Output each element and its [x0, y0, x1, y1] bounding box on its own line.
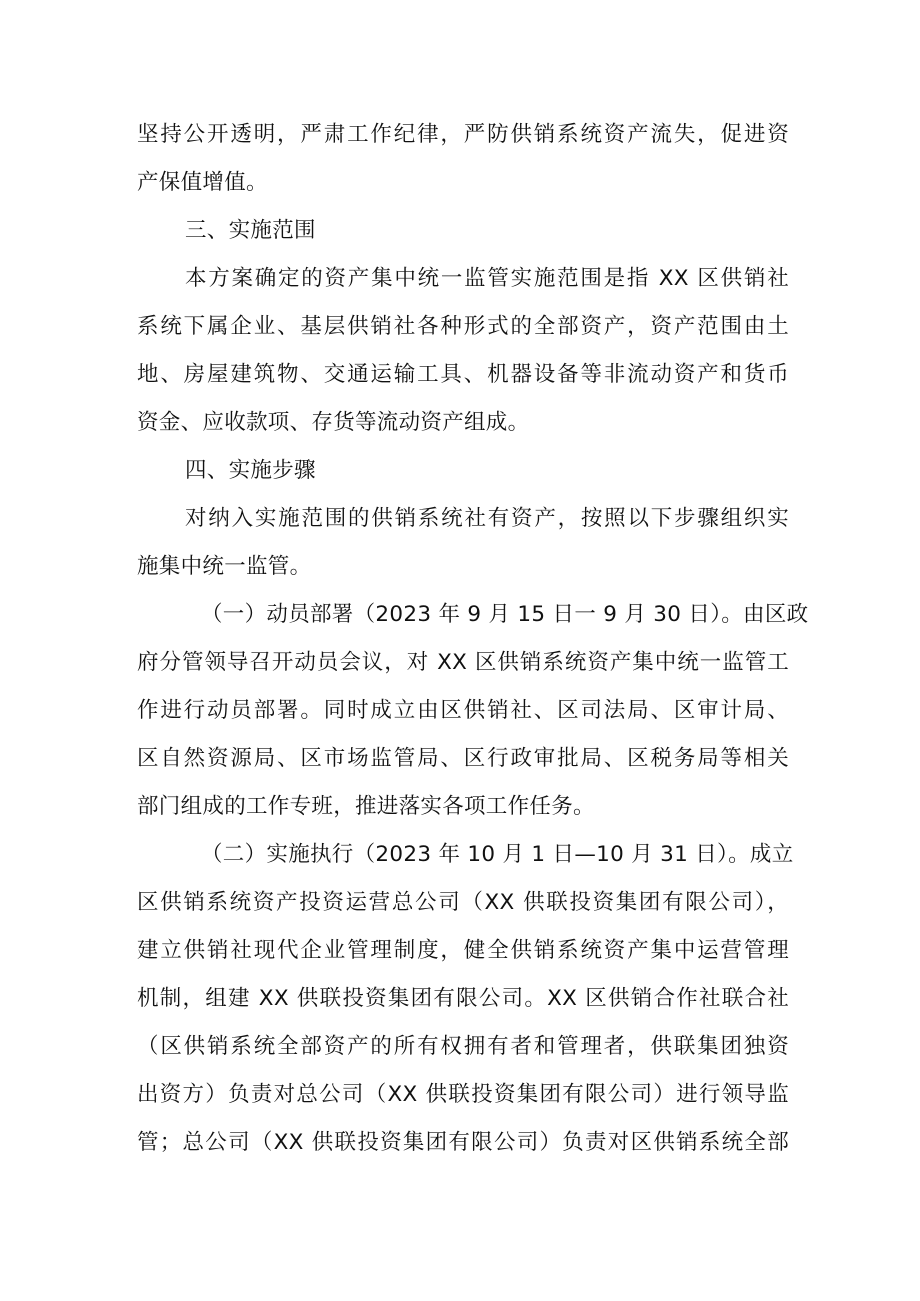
text-line: 施集中统一监管。: [137, 554, 312, 579]
text-line: （二）实施执行（2023 年 10 月 1 日—10 月 31 日）。成立: [201, 842, 794, 867]
text-line: 系统下属企业、基层供销社各种形式的全部资产，资产范围由土: [137, 314, 789, 339]
text-line: （一）动员部署（2023 年 9 月 15 日一 9 月 30 日）。由区政: [201, 602, 809, 627]
text-line: 地、房屋建筑物、交通运输工具、机器设备等非流动资产和货币: [137, 362, 789, 387]
text-line: （区供销系统全部资产的所有权拥有者和管理者，供联集团独资: [137, 1034, 789, 1059]
document-page: [137, 111, 809, 1167]
text-line: 产保值增值。: [137, 170, 268, 195]
text-line: 部门组成的工作专班，推进落实各项工作任务。: [137, 794, 595, 819]
text-line: 区自然资源局、区市场监管局、区行政审批局、区税务局等相关: [137, 746, 789, 771]
text-line: 作进行动员部署。同时成立由区供销社、区司法局、区审计局、: [137, 698, 789, 723]
text-line: 资金、应收款项、存货等流动资产组成。: [137, 410, 530, 435]
text-line: 本方案确定的资产集中统一监管实施范围是指 XX 区供销社: [185, 266, 789, 291]
para-steps-intro: [137, 495, 789, 591]
section-heading: 四、实施步骤: [185, 458, 316, 483]
text-line: 管；总公司（XX 供联投资集团有限公司）负责对区供销系统全部: [137, 1130, 789, 1155]
para-step-1: [137, 591, 809, 831]
text-line: 对纳入实施范围的供销系统社有资产，按照以下步骤组织实: [185, 506, 789, 531]
text-line: 建立供销社现代企业管理制度，健全供销系统资产集中运营管理: [137, 938, 789, 963]
text-line: 区供销系统资产投资运营总公司（XX 供联投资集团有限公司），: [137, 890, 789, 915]
para-principle-tail: [137, 111, 789, 207]
text-line: 出资方）负责对总公司（XX 供联投资集团有限公司）进行领导监: [137, 1082, 789, 1107]
para-step-2: [137, 831, 794, 1167]
text-line: 坚持公开透明，严肃工作纪律，严防供销系统资产流失，促进资: [137, 122, 789, 147]
text-line: 府分管领导召开动员会议，对 XX 区供销系统资产集中统一监管工: [137, 650, 789, 675]
section-heading: 三、实施范围: [185, 218, 316, 243]
text-line: 机制，组建 XX 供联投资集团有限公司。XX 区供销合作社联合社: [137, 986, 789, 1011]
heading-steps: [137, 447, 789, 495]
para-scope: [137, 255, 789, 447]
heading-scope: [137, 207, 789, 255]
